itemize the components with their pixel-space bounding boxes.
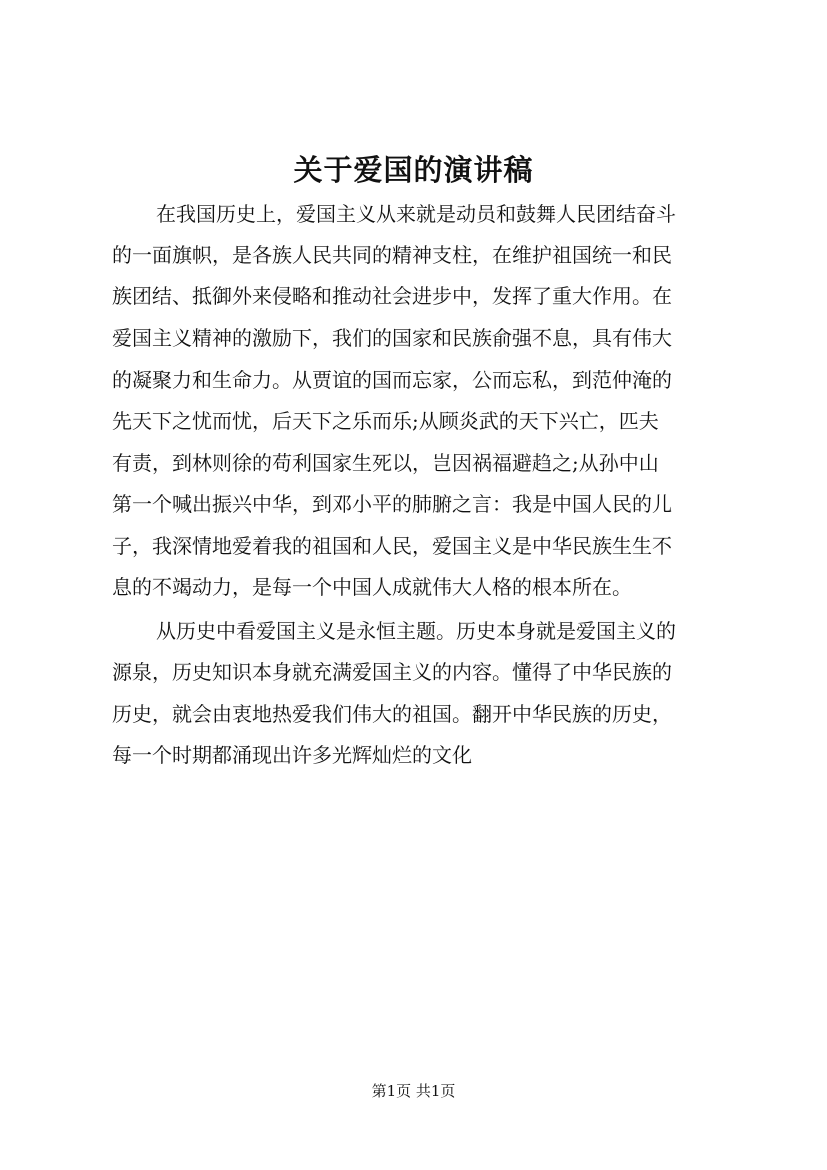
- paragraph-1-line-8: 第一个喊出振兴中华，到邓小平的肺腑之言：我是中国人民的儿: [112, 492, 672, 516]
- paragraph-2-line-4: 每一个时期都涌现出许多光辉灿烂的文化: [112, 743, 472, 767]
- paragraph-1-line-5: 的凝聚力和生命力。从贾谊的国而忘家，公而忘私，到范仲淹的: [112, 368, 672, 392]
- document-title: 关于爱国的演讲稿: [293, 153, 534, 187]
- paragraph-1-line-1: 在我国历史上，爱国主义从来就是动员和鼓舞人民团结奋斗: [156, 202, 676, 226]
- paragraph-1-line-10: 息的不竭动力，是每一个中国人成就伟大人格的根本所在。: [112, 575, 632, 599]
- paragraph-2-line-3: 历史，就会由衷地热爱我们伟大的祖国。翻开中华民族的历史，: [112, 702, 672, 726]
- paragraph-2-line-1: 从历史中看爱国主义是永恒主题。历史本身就是爱国主义的: [156, 619, 676, 643]
- paragraph-1-line-2: 的一面旗帜，是各族人民共同的精神支柱，在维护祖国统一和民: [112, 243, 672, 267]
- paragraph-1-line-7: 有责，到林则徐的苟利国家生死以，岂因祸福避趋之;从孙中山: [112, 451, 659, 475]
- page-footer: 第1页 共1页: [371, 1082, 456, 1100]
- paragraph-1-line-4: 爱国主义精神的激励下，我们的国家和民族俞强不息，具有伟大: [112, 326, 672, 350]
- paragraph-1-line-6: 先天下之忧而忧，后天下之乐而乐;从顾炎武的天下兴亡，匹夫: [112, 409, 659, 433]
- paragraph-2-line-2: 源泉，历史知识本身就充满爱国主义的内容。懂得了中华民族的: [112, 660, 672, 684]
- paragraph-1-line-3: 族团结、抵御外来侵略和推动社会进步中，发挥了重大作用。在: [112, 284, 672, 308]
- paragraph-1-line-9: 子，我深情地爱着我的祖国和人民，爱国主义是中华民族生生不: [112, 534, 672, 558]
